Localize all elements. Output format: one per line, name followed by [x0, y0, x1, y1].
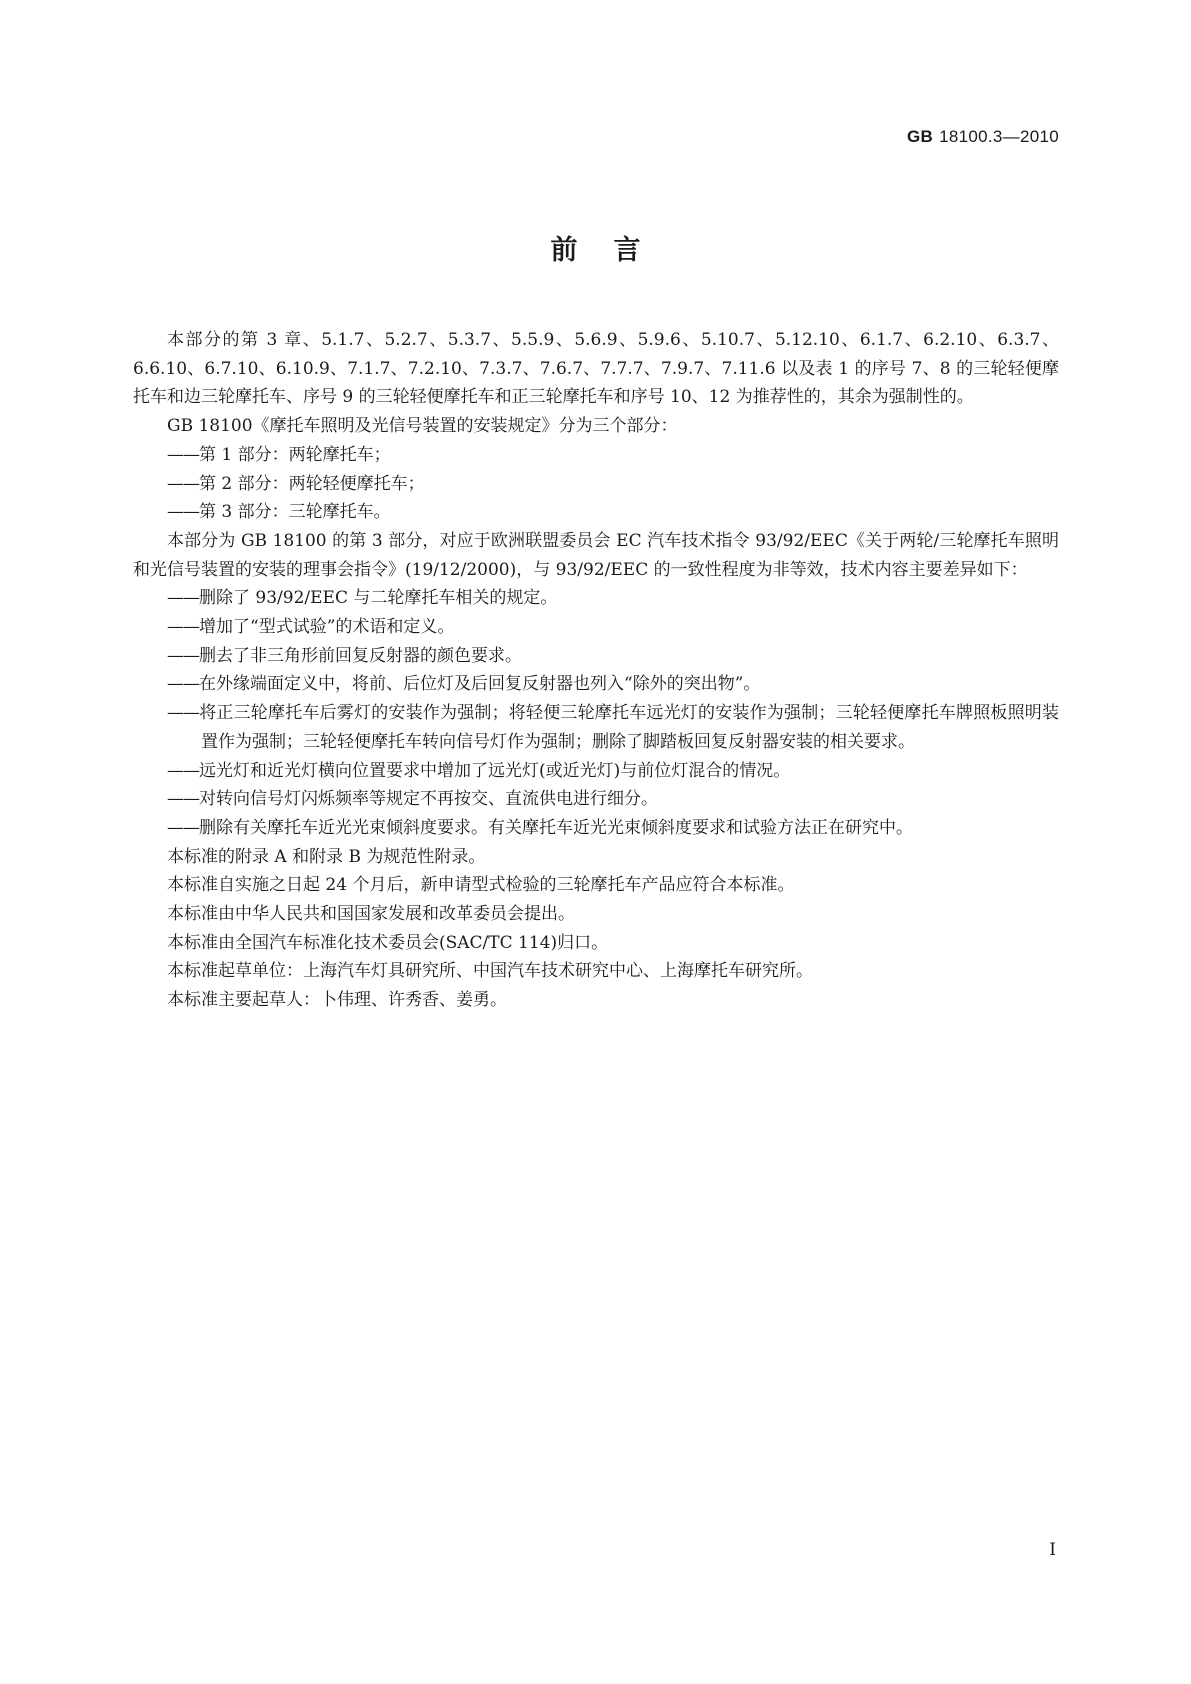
dash-mark: —— [167, 444, 199, 465]
list-item-part-3 [133, 498, 1059, 527]
paragraph-annexes: 本标准的附录 A 和附录 B 为规范性附录。 [167, 846, 486, 867]
paragraph-scope: 本部分的第 3 章、5.1.7、5.2.7、5.3.7、5.5.9、5.6.9、5.9.6、5.10.7、5.12.10、6.1.7、6.2.10、6.3.7、6.6.10、6.7.10、6.10.9、7.1.7、7.2.10、7.3.7、7.6.7、7.7.7、7.9.7、7.11.6 以及表 1 的序号 7、8 的三轮轻便摩托车和边三轮摩托车、序号 9 的三轮轻便摩托车和正三轮摩托车和序号 10、12 为推荐性的，其余为强制性的。 [133, 330, 1059, 408]
dash-mark: —— [167, 617, 199, 638]
page-title: 前言 [550, 235, 677, 266]
list-item-difference-5 [133, 699, 1059, 756]
dash-mark: —— [167, 760, 199, 781]
dash-mark: —— [167, 645, 199, 666]
list-item-difference-2 [133, 613, 1059, 642]
paragraph-correspondence: 本部分为 GB 18100 的第 3 部分，对应于欧洲联盟委员会 EC 汽车技术指令 93/92/EEC《关于两轮/三轮摩托车照明和光信号装置的安装的理事会指令》(19/12/2000)，与 93/92/EEC 的一致性程度为非等效，技术内容主要差异如下： [133, 530, 1059, 580]
paragraph-committee: 本标准由全国汽车标准化技术委员会(SAC/TC 114)归口。 [167, 932, 609, 953]
dash-mark: —— [167, 817, 199, 838]
list-item-text: 将正三轮摩托车后雾灯的安装作为强制；将轻便三轮摩托车远光灯的安装作为强制；三轮轻便摩托车牌照板照明装置作为强制；三轮轻便摩托车转向信号灯作为强制；删除了脚踏板回复反射器安装的相关要求。 [199, 703, 1059, 752]
paragraph-drafters: 本标准主要起草人：卜伟理、许秀香、姜勇。 [167, 990, 507, 1011]
dash-mark: —— [167, 473, 199, 494]
paragraph-parts-intro: GB 18100《摩托车照明及光信号装置的安装规定》分为三个部分： [167, 416, 678, 437]
standard-code-prefix: GB [907, 127, 934, 146]
list-item-text: 删除了 93/92/EEC 与二轮摩托车相关的规定。 [199, 588, 558, 609]
list-item-text: 第 1 部分：两轮摩托车； [199, 444, 391, 465]
page-number: I [1049, 1540, 1056, 1560]
dash-mark: —— [167, 588, 199, 609]
paragraph-drafting-units: 本标准起草单位：上海汽车灯具研究所、中国汽车技术研究中心、上海摩托车研究所。 [167, 961, 813, 982]
standard-code-number: 18100.3—2010 [939, 127, 1059, 146]
list-item-difference-6 [133, 757, 1059, 786]
paragraph-implementation: 本标准自实施之日起 24 个月后，新申请型式检验的三轮摩托车产品应符合本标准。 [167, 875, 795, 896]
list-item-text: 远光灯和近光灯横向位置要求中增加了远光灯(或近光灯)与前位灯混合的情况。 [199, 760, 791, 781]
list-item-text: 删除有关摩托车近光光束倾斜度要求。有关摩托车近光光束倾斜度要求和试验方法正在研究中。 [199, 817, 913, 838]
dash-mark: —— [167, 502, 199, 523]
dash-mark: —— [167, 789, 199, 810]
list-item-difference-8 [133, 814, 1059, 843]
list-item-difference-7 [133, 785, 1059, 814]
foreword-body [133, 326, 1059, 1015]
paragraph-proposer: 本标准由中华人民共和国国家发展和改革委员会提出。 [167, 904, 575, 925]
list-item-text: 第 3 部分：三轮摩托车。 [199, 502, 391, 523]
list-item-part-1 [133, 441, 1059, 470]
list-item-text: 在外缘端面定义中，将前、后位灯及后回复反射器也列入“除外的突出物”。 [199, 674, 761, 695]
list-item-difference-4 [133, 670, 1059, 699]
dash-mark: —— [167, 703, 199, 724]
list-item-text: 第 2 部分：两轮轻便摩托车； [199, 473, 425, 494]
list-item-text: 删去了非三角形前回复反射器的颜色要求。 [199, 645, 522, 666]
list-item-difference-3 [133, 642, 1059, 671]
list-item-difference-1 [133, 584, 1059, 613]
standard-code [907, 127, 1059, 147]
dash-mark: —— [167, 674, 199, 695]
list-item-text: 增加了“型式试验”的术语和定义。 [199, 617, 455, 638]
list-item-text: 对转向信号灯闪烁频率等规定不再按交、直流供电进行细分。 [199, 789, 658, 810]
list-item-part-2 [133, 470, 1059, 499]
